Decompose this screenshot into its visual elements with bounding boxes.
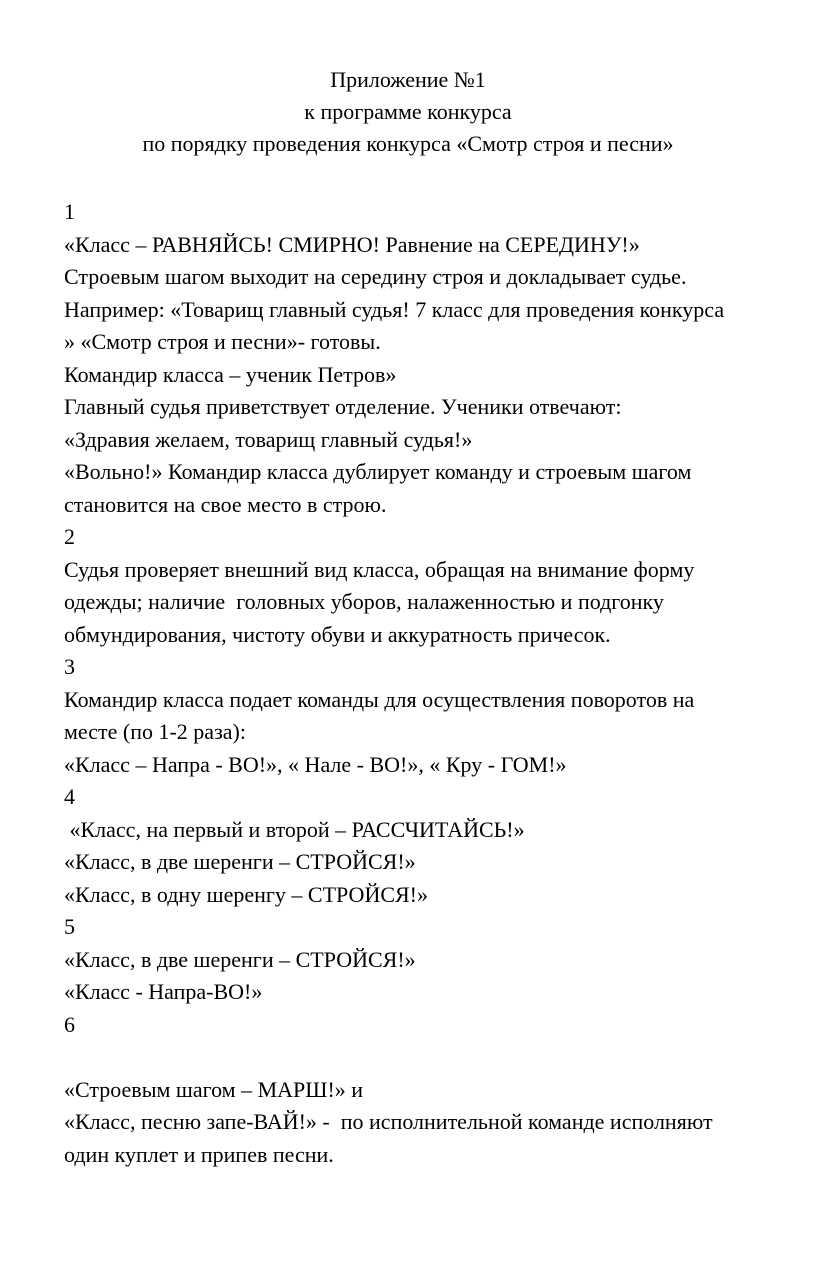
text-line: «Здравия желаем, товарищ главный судья!» [64, 426, 473, 452]
section-number: 6 [64, 1011, 75, 1037]
document-body [64, 196, 804, 1171]
text-line: Командир класса – ученик Петров» [64, 361, 397, 387]
text-line: «Класс, в две шеренги – СТРОЙСЯ!» [64, 946, 416, 972]
appendix-title: Приложение №1 [330, 67, 486, 92]
text-line: Главный судья приветствует отделение. Ученики отвечают: [64, 394, 622, 419]
blank-line [64, 1041, 804, 1074]
text-line: Командир класса подает команды для осуществления поворотов на [64, 686, 695, 712]
text-line: «Вольно!» Командир класса дублирует команду и строевым шагом [64, 459, 692, 484]
text-line: месте (по 1-2 раза): [64, 719, 246, 744]
text-line: одежды; наличие головных уборов, налаженностью и подгонку [64, 589, 664, 614]
text-line: » «Смотр строя и песни»- готовы. [64, 329, 381, 354]
appendix-description: по порядку проведения конкурса «Смотр строя и песни» [142, 131, 674, 156]
text-line: один куплет и припев песни. [64, 1141, 334, 1167]
text-line: «Класс, песню запе-ВАЙ!» - по исполнительной команде исполняют [64, 1109, 713, 1134]
section-number: 4 [64, 784, 75, 809]
text-line: «Класс - Напра-ВО!» [64, 979, 263, 1004]
text-line: Судья проверяет внешний вид класса, обращая на внимание форму [64, 556, 695, 582]
text-line: «Класс – Напра - ВО!», « Нале - ВО!», « Кру - ГОМ!» [64, 751, 567, 777]
section-number: 2 [64, 524, 75, 549]
text-line: «Класс, в две шеренги – СТРОЙСЯ!» [64, 849, 416, 874]
text-line: «Класс – РАВНЯЙСЬ! СМИРНО! Равнение на СЕРЕДИНУ!» [64, 231, 640, 257]
text-line: обмундирования, чистоту обуви и аккуратность причесок. [64, 621, 611, 647]
text-line: Например: «Товарищ главный судья! 7 класс для проведения конкурса [64, 296, 725, 322]
section-number: 5 [64, 914, 75, 939]
text-line: Строевым шагом выходит на середину строя и докладывает судье. [64, 264, 687, 289]
section-number: 3 [64, 654, 75, 679]
appendix-subtitle: к программе конкурса [304, 99, 512, 124]
appendix-header [0, 64, 816, 160]
text-line: «Класс, на первый и второй – РАССЧИТАЙСЬ!» [64, 816, 525, 842]
text-line: становится на свое место в строю. [64, 491, 387, 517]
text-line: «Класс, в одну шеренгу – СТРОЙСЯ!» [64, 881, 428, 907]
section-number: 1 [64, 199, 75, 224]
text-line: «Строевым шагом – МАРШ!» и [64, 1076, 364, 1102]
